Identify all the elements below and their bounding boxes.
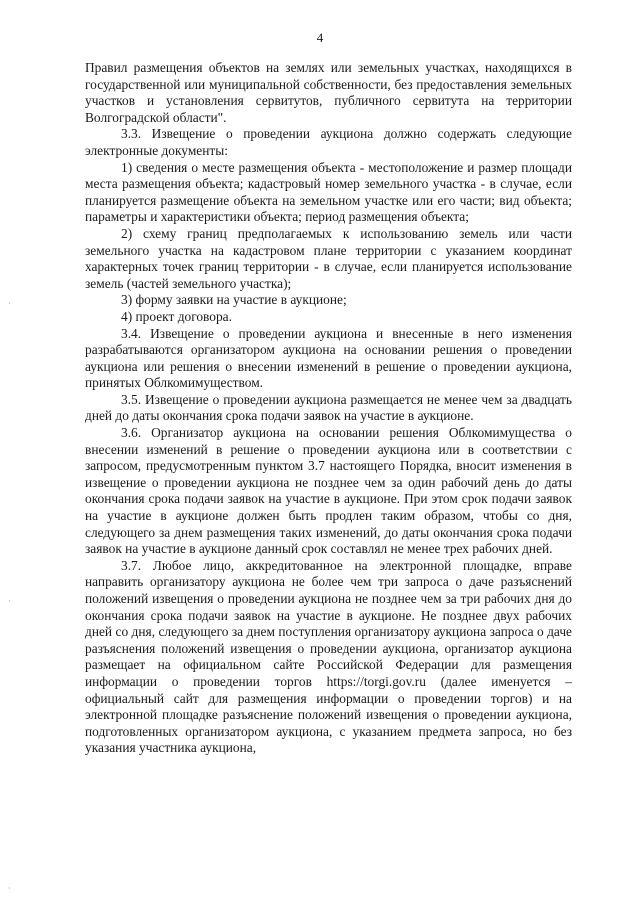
page-number: 4 (316, 30, 324, 45)
list-item-3: 3) форму заявки на участие в аукционе; (121, 292, 347, 308)
list-item-1: 1) сведения о месте размещения объекта - местоположение и размер площади места размещения объекта; кадастровый номер земельного участка - в случае, если планируется размещение объекта на земельном участке или его части; вид объекта; параметры и характеристики объекта; период размещения объекта; (85, 159, 572, 225)
paragraph-3-3: 3.3. Извещение о проведении аукциона должно содержать следующие электронные документы: (85, 126, 572, 158)
document-body (85, 60, 572, 757)
scan-margin-mark: · (8, 299, 11, 308)
paragraph-3-6: 3.6. Организатор аукциона на основании решения Облкомимущества о внесении изменений в решение о проведении аукциона или в соответствии с запросом, предусмотренным пунктом 3.7 настоящего Порядка, вносит изменения в извещение о проведении аукциона не позднее чем за один рабочий день до даты окончания срока подачи заявок на участие в аукционе. При этом срок подачи заявок на участие в аукционе должен быть продлен таким образом, чтобы со дня, следующего за днем размещения таких изменений, до даты окончания срока подачи заявок на участие в аукционе данный срок составлял не менее трех рабочих дней. (85, 425, 572, 557)
paragraph-3-4: 3.4. Извещение о проведении аукциона и внесенные в него изменения разрабатываются организатором аукциона на основании решения о проведении аукциона или решения о внесении изменений в решение о проведении аукциона, принятых Облкомимуществом. (85, 325, 572, 391)
scan-margin-mark: · (8, 884, 11, 893)
paragraph-3-7: 3.7. Любое лицо, аккредитованное на электронной площадке, вправе направить организатору аукциона не более чем три запроса о даче разъяснений положений извещения о проведении аукциона не позднее чем за три рабочих дня до окончания срока подачи заявок на участие в аукционе. Не позднее двух рабочих дней со дня, следующего за днем поступления организатору аукциона запроса о даче разъяснения положений извещения о проведении аукциона, организатор аукциона размещает на официальном сайте Российской Федерации для размещения информации о проведении торгов https://torgi.gov.ru (далее именуется – официальный сайт для размещения информации о проведении торгов) и на электронной площадке разъяснение положений извещения о проведении аукциона, подготовленных организатором аукциона, с указанием предмета запроса, но без указания участника аукциона, (85, 557, 572, 756)
scan-margin-mark: · (8, 597, 11, 606)
list-item-4: 4) проект договора. (121, 308, 232, 324)
paragraph-continuation: Правил размещения объектов на землях или земельных участках, находящихся в государственной или муниципальной собственности, без предоставления земельных участков и установления сервитутов, публичного сервитута на территории Волгоградской области". (85, 60, 572, 125)
paragraph-3-5: 3.5. Извещение о проведении аукциона размещается не менее чем за двадцать дней до даты окончания срока подачи заявок на участие в аукционе. (85, 391, 572, 424)
list-item-2: 2) схему границ предполагаемых к использованию земель или части земельного участка на кадастровом плане территории с указанием координат характерных точек границ территории - в случае, если планируется использование земель (частей земельного участка); (85, 225, 572, 291)
